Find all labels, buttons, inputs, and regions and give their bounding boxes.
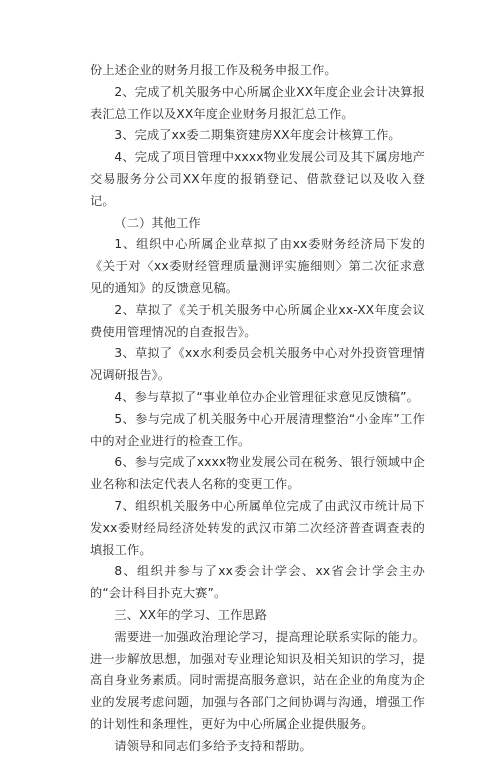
paragraph-other-4: 4、参与草拟了“事业单位办企业管理征求意见反馈稿”。 (114, 389, 419, 404)
paragraph-other-7: 7、组织机关服务中心所属单位完成了由武汉市统计局下发xx委财经局经济处转发的武汉市第二次经济普查调查表的填报工作。 (90, 498, 425, 557)
document-body (90, 60, 425, 758)
paragraph-continuation: 份上述企业的财务月报工作及税务申报工作。 (90, 63, 337, 77)
paragraph-closing: 请领导和同志们多给予支持和帮助。 (114, 738, 312, 753)
paragraph-plan-body: 需要进一加强政治理论学习，提高理论联系实际的能力。进一步解放思想，加强对专业理论知识及相关知识的学习，提高自身业务素质。同时需提高服务意识，站在企业的角度为企业的发展考虑问题，加强与各部门之间协调与沟通，增强工作的计划性和条理性，更好为中心所属企业提供服务。 (90, 629, 425, 731)
paragraph-other-1: 1、组织中心所属企业草拟了由xx委财务经济局下发的《关于对〈xx委财经管理质量测评实施细则〉第二次征求意见的通知》的反馈意见稿。 (90, 237, 425, 295)
section-heading-other-work: （二）其他工作 (114, 215, 201, 230)
paragraph-other-5: 5、参与完成了机关服务中心开展清理整治“小金库”工作中的对企业进行的检查工作。 (90, 411, 425, 448)
paragraph-item-3: 3、完成了xx委二期集资建房XX年度会计核算工作。 (114, 128, 401, 143)
paragraph-other-2: 2、草拟了《关于机关服务中心所属企业xx-XX年度会议费使用管理情况的自查报告》。 (90, 302, 425, 339)
section-heading-plan: 三、XX年的学习、工作思路 (114, 607, 268, 622)
paragraph-item-4: 4、完成了项目管理中xxxx物业发展公司及其下属房地产交易服务分公司XX年度的报销登记、借款登记以及收入登记。 (90, 150, 425, 208)
paragraph-other-6: 6、参与完成了xxxx物业发展公司在税务、银行领域中企业名称和法定代表人名称的变更工作。 (90, 455, 425, 492)
paragraph-other-3: 3、草拟了《xx水利委员会机关服务中心对外投资管理情况调研报告》。 (90, 346, 425, 383)
paragraph-other-8: 8、组织并参与了xx委会计学会、xx省会计学会主办的“会计科目扑克大赛”。 (90, 564, 425, 601)
paragraph-item-2: 2、完成了机关服务中心所属企业XX年度企业会计决算报表汇总工作以及XX年度企业财务月报汇总工作。 (90, 84, 425, 121)
